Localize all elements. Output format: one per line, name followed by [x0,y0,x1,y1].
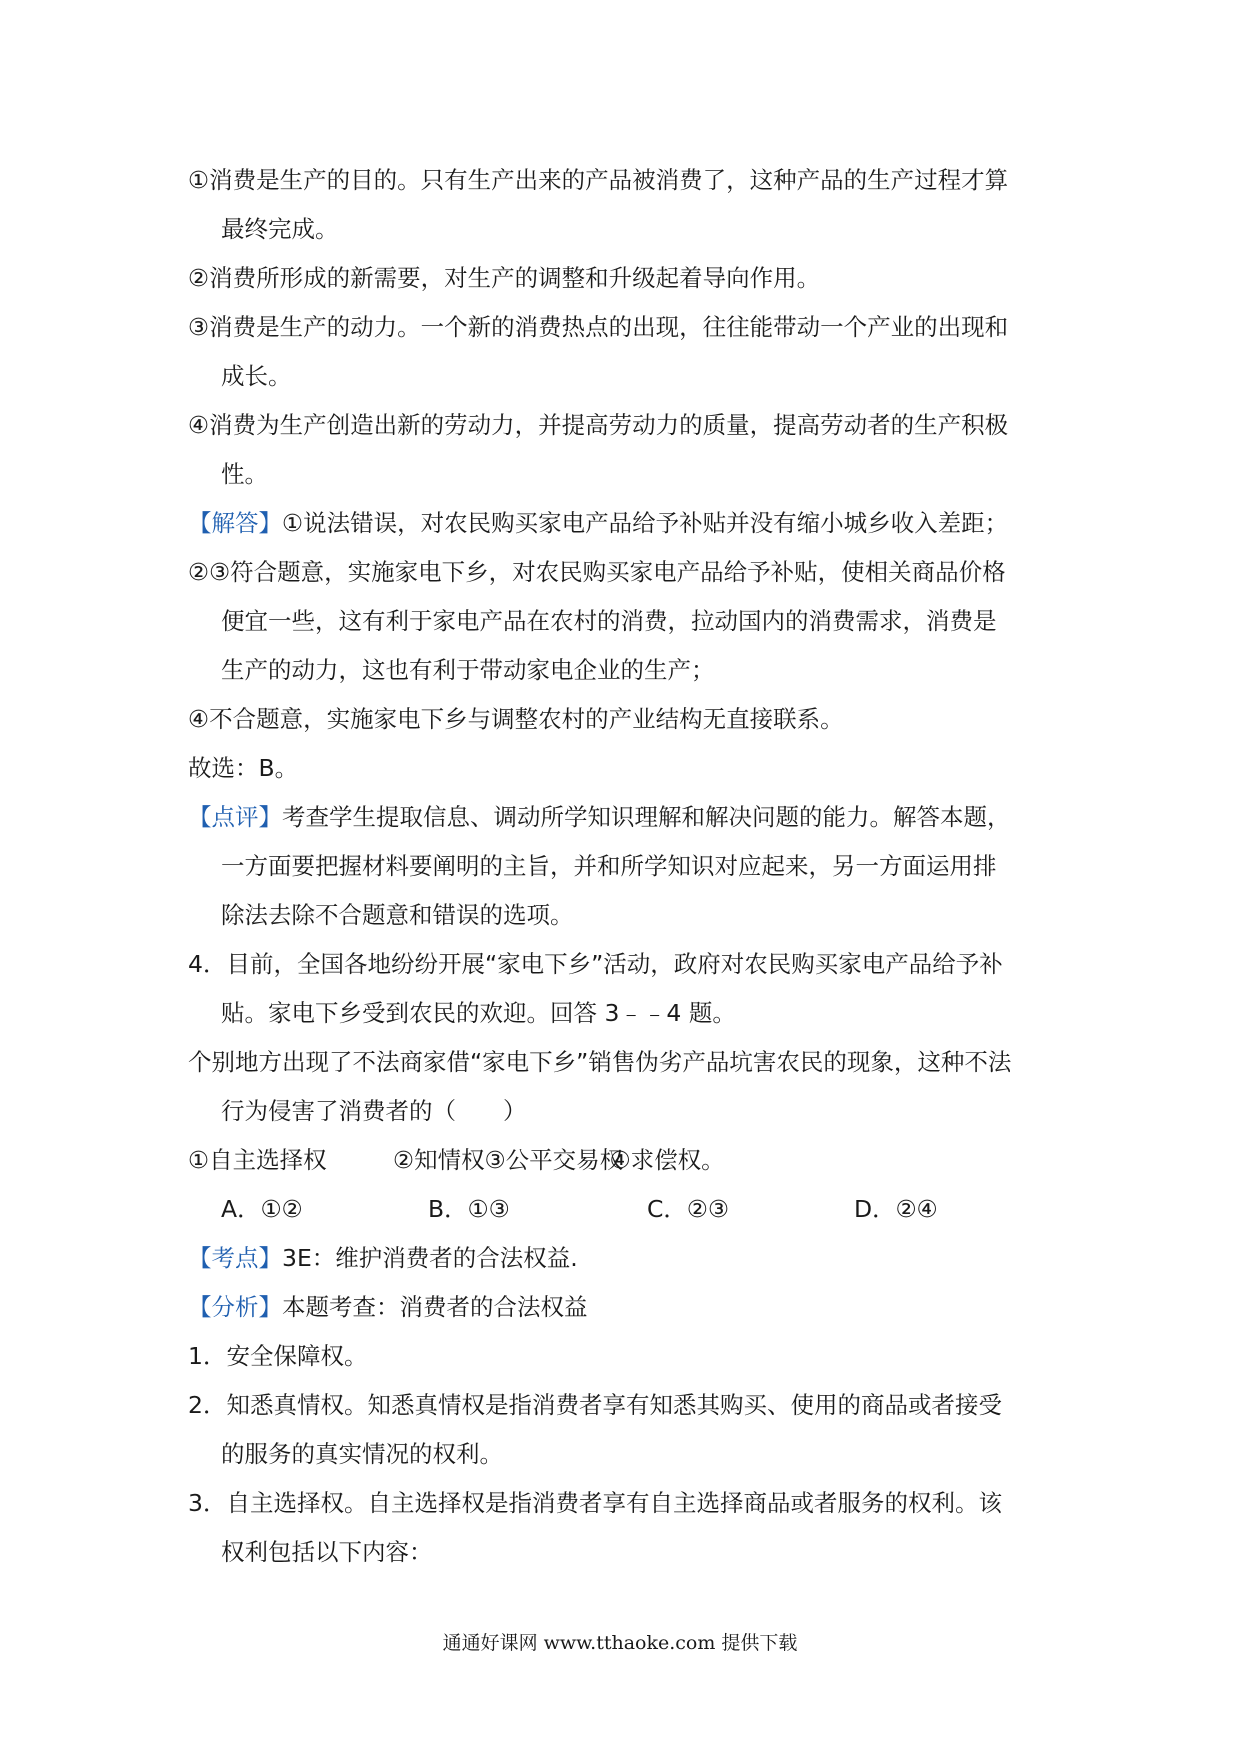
text-line: 的服务的真实情况的权利。 [221,1440,503,1468]
option-a: A．①② [221,1195,303,1223]
text-line: 一方面要把握材料要阐明的主旨，并和所学知识对应起来，另一方面运用排 [221,852,997,880]
option-d: D．②④ [854,1195,938,1223]
text-line: 成长。 [221,362,292,390]
text-line: 生产的动力，这也有利于带动家电企业的生产； [221,656,715,684]
kaodian-tag: 【考点】 [188,1244,282,1272]
text-line: 故选：B。 [188,754,299,782]
text-line: 最终完成。 [221,215,339,243]
text-line: 2．知悉真情权。知悉真情权是指消费者享有知悉其购买、使用的商品或者接受 [188,1391,1002,1419]
right-item: ①自主选择权 [188,1146,327,1174]
answer-text: ①说法错误，对农民购买家电产品给予补贴并没有缩小城乡收入差距； [282,509,1009,537]
option-c: C．②③ [647,1195,730,1223]
document-body [188,156,1068,1577]
text-line: ①消费是生产的目的。只有生产出来的产品被消费了，这种产品的生产过程才算 [188,166,1009,194]
text-line: 便宜一些，这有利于家电产品在农村的消费，拉动国内的消费需求，消费是 [221,607,997,635]
text-line: 除法去除不合题意和错误的选项。 [221,901,574,929]
rights-list [188,1136,1068,1185]
option-b: B．①③ [428,1195,510,1223]
text-line: 个别地方出现了不法商家借“家电下乡”销售伪劣产品坑害农民的现象，这种不法 [188,1048,1012,1076]
text-line: 行为侵害了消费者的（ ） [221,1097,527,1125]
fenxi-tag: 【分析】 [188,1293,282,1321]
fenxi-text: 本题考查：消费者的合法权益 [282,1293,588,1321]
text-line: ④消费为生产创造出新的劳动力，并提高劳动力的质量，提高劳动者的生产积极 [188,411,1009,439]
answer-options [188,1185,1068,1234]
text-line: ④不合题意，实施家电下乡与调整农村的产业结构无直接联系。 [188,705,844,733]
answer-tag: 【解答】 [188,509,282,537]
text-line: ②消费所形成的新需要，对生产的调整和升级起着导向作用。 [188,264,821,292]
text-line: 3．自主选择权。自主选择权是指消费者享有自主选择商品或者服务的权利。该 [188,1489,1002,1517]
comment-tag: 【点评】 [188,803,282,831]
fenxi-line [188,1283,1068,1332]
page-footer: 通通好课网 www.tthaoke.com 提供下载 [442,1632,798,1654]
text-line: 1．安全保障权。 [188,1342,368,1370]
text-line: ②③符合题意，实施家电下乡，对农民购买家电产品给予补贴，使相关商品价格 [188,558,1006,586]
question-line: 4．目前，全国各地纷纷开展“家电下乡”活动，政府对农民购买家电产品给予补 [188,950,1003,978]
comment-line [188,793,1068,842]
kaodian-text: 3E：维护消费者的合法权益. [282,1244,578,1272]
answer-line [188,499,1068,548]
kaodian-line [188,1234,1068,1283]
text-line: 性。 [221,460,268,488]
text-line: 权利包括以下内容： [221,1538,433,1566]
right-item: ②知情权 [393,1146,485,1174]
right-item: ④求偿权。 [609,1146,725,1174]
right-item: ③公平交易权 [484,1146,624,1174]
text-line: 贴。家电下乡受到农民的欢迎。回答 3﹣﹣4 题。 [221,999,736,1027]
text-line: ③消费是生产的动力。一个新的消费热点的出现，往往能带动一个产业的出现和 [188,313,1009,341]
comment-text: 考查学生提取信息、调动所学知识理解和解决问题的能力。解答本题， [282,803,1011,831]
